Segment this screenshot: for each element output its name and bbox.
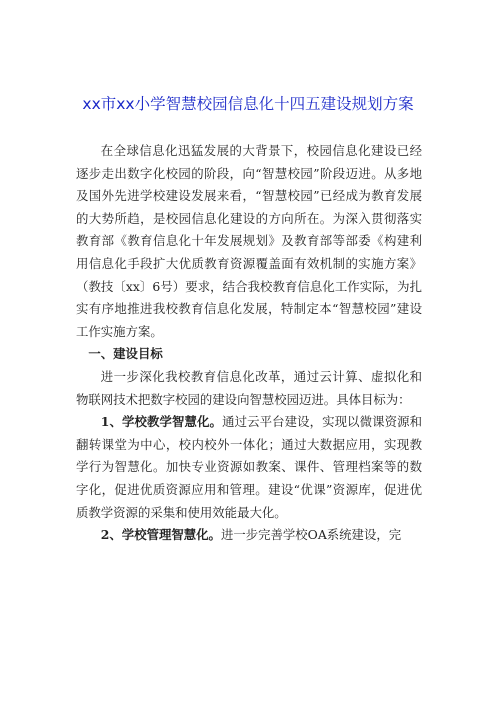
goal-item-teaching [76, 411, 422, 524]
goal-item-teaching-text: 通过云平台建设，实现以微课资源和翻转课堂为中心，校内校外一体化；通过大数据应用，实现教学行为智慧化。加快专业资源如教案、课件、管理档案等的数字化，促进优质资源应用和管理。建设“优课”资源库，促进优质教学资源的采集和使用效能最大化。 [76, 414, 422, 520]
document-body [76, 140, 422, 547]
section-heading-goals: 一、建设目标 [88, 346, 163, 362]
goals-intro-paragraph: 进一步深化我校教育信息化改革，通过云计算、虚拟化和物联网技术把数字校园的建设向智慧校园迈进。具体目标为： [76, 368, 422, 407]
goal-item-management-lead: 2、学校管理智慧化。 [100, 527, 221, 543]
document-title: xx市xx小学智慧校园信息化十四五建设规划方案 [82, 95, 414, 113]
intro-paragraph: 在全球信息化迅猛发展的大背景下，校园信息化建设已经逐步走出数字化校园的阶段，向“智慧校园”阶段迈进。从多地及国外先进学校建设发展来看，“智慧校园”已经成为教育发展的大势所趋，是校园信息化建设的方向所在。为深入贯彻落实教育部《教育信息化十年发展规划》及教育部等部委《构建利用信息化手段扩大优质教育资源覆盖面有效机制的实施方案》（教技〔xx〕6号）要求，结合我校教育信息化工作实际，为扎实有序地推进我校教育信息化发展，特制定本“智慧校园”建设工作实施方案。 [76, 143, 422, 339]
goal-item-management [76, 524, 422, 547]
goal-item-teaching-lead: 1、学校教学智慧化。 [100, 414, 223, 430]
goal-item-management-text: 进一步完善学校OA系统建设，完 [220, 527, 402, 543]
